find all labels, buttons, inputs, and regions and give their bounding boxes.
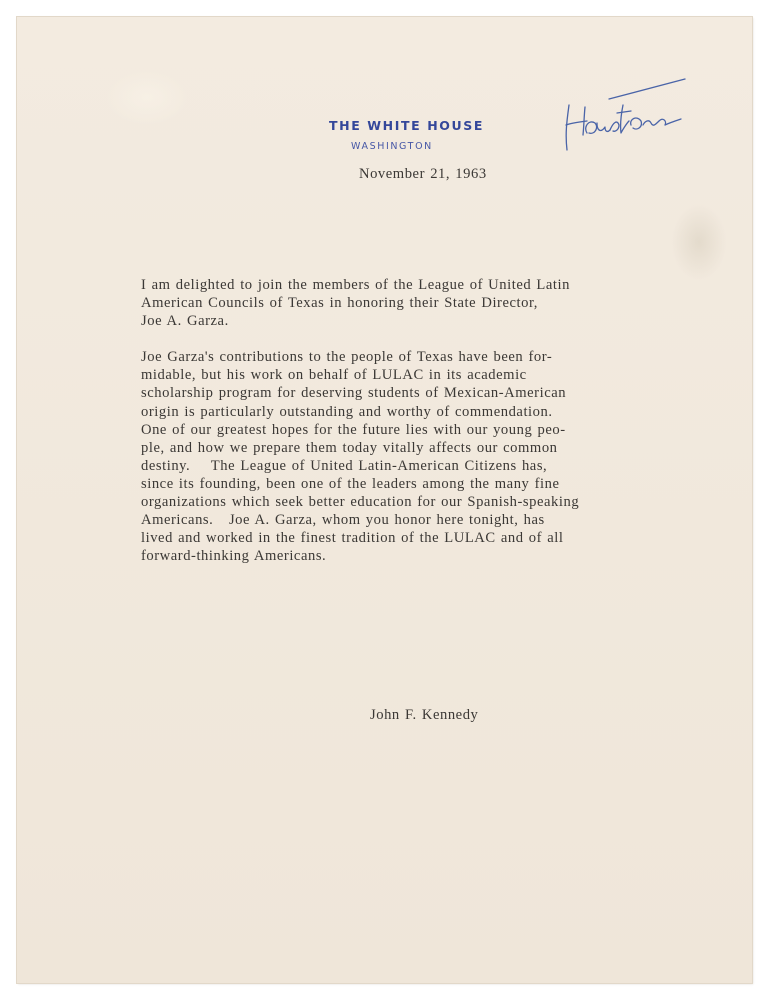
body-line: American Councils of Texas in honoring their State Director, bbox=[141, 295, 538, 312]
handwriting-scribble-icon bbox=[557, 75, 697, 155]
letter-page bbox=[17, 17, 752, 983]
body-line: Americans. Joe A. Garza, whom you honor here tonight, has bbox=[141, 512, 545, 529]
body-line: origin is particularly outstanding and worthy of commendation. bbox=[141, 403, 553, 420]
body-line: One of our greatest hopes for the future lies with our young peo- bbox=[141, 421, 566, 438]
letter-body bbox=[141, 276, 701, 583]
body-line: midable, but his work on behalf of LULAC in its academic bbox=[141, 367, 527, 384]
body-line: scholarship program for deserving students of Mexican-American bbox=[141, 385, 567, 402]
letterhead-location: WASHINGTON bbox=[351, 141, 433, 152]
body-line: Joe Garza's contributions to the people of Texas have been for- bbox=[141, 349, 553, 366]
letterhead-title: THE WHITE HOUSE bbox=[329, 118, 484, 133]
paragraph-1 bbox=[141, 276, 701, 330]
body-line: destiny. The League of United Latin-American Citizens has, bbox=[141, 457, 548, 474]
body-line: Joe A. Garza. bbox=[141, 313, 229, 330]
body-line: ple, and how we prepare them today vitally affects our common bbox=[141, 439, 558, 456]
signature-name: John F. Kennedy bbox=[370, 707, 479, 723]
handwritten-annotation bbox=[557, 75, 697, 155]
letter-date: November 21, 1963 bbox=[359, 166, 487, 182]
body-line: organizations which seek better education for our Spanish-speaking bbox=[141, 494, 580, 511]
body-line: lived and worked in the finest tradition of the LULAC and of all bbox=[141, 530, 564, 547]
paragraph-2 bbox=[141, 348, 701, 565]
body-line: forward-thinking Americans. bbox=[141, 548, 327, 565]
body-line: since its founding, been one of the leaders among the many fine bbox=[141, 475, 560, 492]
body-line: I am delighted to join the members of the League of United Latin bbox=[141, 277, 570, 293]
